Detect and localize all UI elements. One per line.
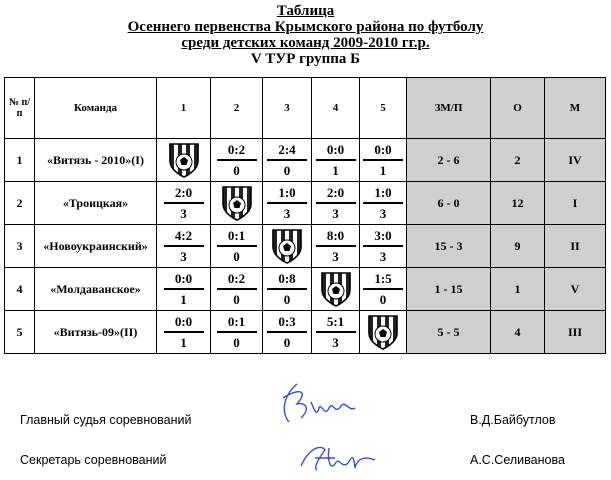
match-result	[267, 271, 307, 308]
table-row	[5, 225, 606, 268]
match-score: 0:1	[217, 228, 257, 247]
team-emblem-icon	[220, 184, 254, 222]
match-score: 0:2	[217, 142, 257, 161]
match-score: 2:0	[164, 185, 204, 204]
place-cell: I	[545, 182, 606, 225]
match-result-cell	[211, 139, 263, 182]
match-result	[217, 228, 257, 265]
match-result	[316, 185, 356, 222]
match-points: 1	[332, 162, 339, 178]
judge-name: В.Д.Байбутлов	[470, 413, 556, 427]
match-result	[164, 314, 204, 351]
match-points: 3	[332, 205, 339, 221]
match-score: 2:0	[316, 185, 356, 204]
standings-table	[4, 77, 606, 354]
match-points: 0	[233, 162, 240, 178]
points-cell: 1	[491, 268, 545, 311]
col-header-3: 3	[263, 78, 312, 139]
row-number: 4	[5, 268, 35, 311]
match-points: 0	[233, 248, 240, 264]
match-points: 0	[283, 162, 291, 178]
match-result	[363, 142, 403, 179]
match-points: 3	[180, 205, 187, 221]
team-name: «Витязь-09»(II)	[35, 311, 157, 354]
place-cell: II	[545, 225, 606, 268]
goals-cell: 15 - 3	[407, 225, 491, 268]
col-header-2: 2	[211, 78, 263, 139]
document-title	[0, 3, 611, 67]
col-header-team: Команда	[35, 78, 157, 139]
title-line-2: Осеннего первенства Крымского района по футболу	[127, 19, 484, 35]
match-points: 0	[379, 291, 387, 307]
match-score: 0:0	[316, 142, 356, 161]
match-points: 1	[379, 162, 387, 178]
col-header-5: 5	[360, 78, 407, 139]
match-points: 3	[283, 205, 291, 221]
match-result-cell	[157, 311, 211, 354]
match-result-cell	[360, 268, 407, 311]
match-score: 5:1	[316, 314, 356, 333]
match-result-cell	[263, 139, 312, 182]
title-line-3: среди детских команд 2009-2010 гг.р.	[181, 35, 430, 51]
match-result	[267, 185, 307, 222]
goals-cell: 6 - 0	[407, 182, 491, 225]
match-result-cell	[263, 182, 312, 225]
goals-cell: 2 - 6	[407, 139, 491, 182]
self-match-cell	[312, 268, 360, 311]
match-result-cell	[211, 268, 263, 311]
points-cell: 12	[491, 182, 545, 225]
match-result-cell	[360, 139, 407, 182]
match-score: 4:2	[164, 228, 204, 247]
table-row	[5, 311, 606, 354]
match-points: 0	[233, 334, 240, 350]
match-result	[363, 271, 403, 308]
match-result	[363, 185, 403, 222]
judge-signature	[275, 378, 370, 428]
match-result-cell	[211, 311, 263, 354]
team-name: «Витязь - 2010»(I)	[35, 139, 157, 182]
match-points: 3	[379, 205, 387, 221]
match-result	[217, 314, 257, 351]
header-row	[5, 78, 606, 139]
match-result-cell	[360, 225, 407, 268]
match-result-cell	[312, 139, 360, 182]
match-result	[164, 271, 204, 308]
col-header-goals: ЗМ/П	[407, 78, 491, 139]
match-result	[164, 185, 204, 222]
match-score: 0:0	[164, 314, 204, 333]
team-name: «Молдаванское»	[35, 268, 157, 311]
goals-cell: 5 - 5	[407, 311, 491, 354]
secretary-label: Секретарь соревнований	[20, 453, 167, 467]
match-points: 3	[379, 248, 387, 264]
match-result	[267, 314, 307, 351]
col-header-num: № п/ п	[5, 78, 35, 139]
points-cell: 4	[491, 311, 545, 354]
team-name: «Новоукраинский»	[35, 225, 157, 268]
match-score: 0:0	[164, 271, 204, 290]
match-points: 1	[180, 334, 187, 350]
match-score: 8:0	[316, 228, 356, 247]
match-score: 2:4	[267, 142, 307, 161]
match-result	[267, 142, 307, 179]
team-emblem-icon	[167, 141, 201, 179]
match-result-cell	[263, 311, 312, 354]
match-result	[316, 314, 356, 351]
match-result	[363, 228, 403, 265]
match-score: 0:1	[217, 314, 257, 333]
self-match-cell	[263, 225, 312, 268]
match-result	[316, 142, 356, 179]
team-name: «Троицкая»	[35, 182, 157, 225]
match-points: 3	[332, 334, 339, 350]
team-emblem-icon	[270, 227, 304, 265]
secretary-name: А.С.Селиванова	[470, 453, 565, 467]
match-result-cell	[157, 268, 211, 311]
match-result-cell	[157, 182, 211, 225]
match-points: 3	[332, 248, 339, 264]
title-line-4: V ТУР группа Б	[250, 51, 361, 67]
match-result	[217, 271, 257, 308]
place-cell: V	[545, 268, 606, 311]
match-result-cell	[263, 268, 312, 311]
team-emblem-icon	[319, 270, 353, 308]
match-result-cell	[312, 225, 360, 268]
goals-cell: 1 - 15	[407, 268, 491, 311]
match-points: 3	[180, 248, 187, 264]
match-result-cell	[312, 182, 360, 225]
match-score: 0:0	[363, 142, 403, 161]
table-row	[5, 268, 606, 311]
match-points: 0	[283, 334, 291, 350]
team-emblem-icon	[366, 313, 400, 351]
match-score: 0:8	[267, 271, 307, 290]
match-result-cell	[157, 225, 211, 268]
match-points: 0	[233, 291, 240, 307]
points-cell: 2	[491, 139, 545, 182]
self-match-cell	[157, 139, 211, 182]
match-points: 1	[180, 291, 187, 307]
row-number: 5	[5, 311, 35, 354]
match-result-cell	[312, 311, 360, 354]
judge-label: Главный судья соревнований	[20, 413, 192, 427]
self-match-cell	[360, 311, 407, 354]
col-header-points: О	[491, 78, 545, 139]
match-score: 3:0	[363, 228, 403, 247]
match-points: 0	[283, 291, 291, 307]
row-number: 3	[5, 225, 35, 268]
table-row	[5, 182, 606, 225]
match-score: 1:5	[363, 271, 403, 290]
col-header-4: 4	[312, 78, 360, 139]
secretary-signature	[295, 438, 385, 476]
table-row	[5, 139, 606, 182]
row-number: 2	[5, 182, 35, 225]
title-line-1: Таблица	[276, 3, 335, 19]
row-number: 1	[5, 139, 35, 182]
match-score: 0:2	[217, 271, 257, 290]
match-result-cell	[360, 182, 407, 225]
match-result	[164, 228, 204, 265]
match-result	[316, 228, 356, 265]
match-score: 0:3	[267, 314, 307, 333]
match-result	[217, 142, 257, 179]
match-result-cell	[211, 225, 263, 268]
match-score: 1:0	[267, 185, 307, 204]
self-match-cell	[211, 182, 263, 225]
match-score: 1:0	[363, 185, 403, 204]
col-header-1: 1	[157, 78, 211, 139]
place-cell: III	[545, 311, 606, 354]
place-cell: IV	[545, 139, 606, 182]
points-cell: 9	[491, 225, 545, 268]
col-header-place: М	[545, 78, 606, 139]
